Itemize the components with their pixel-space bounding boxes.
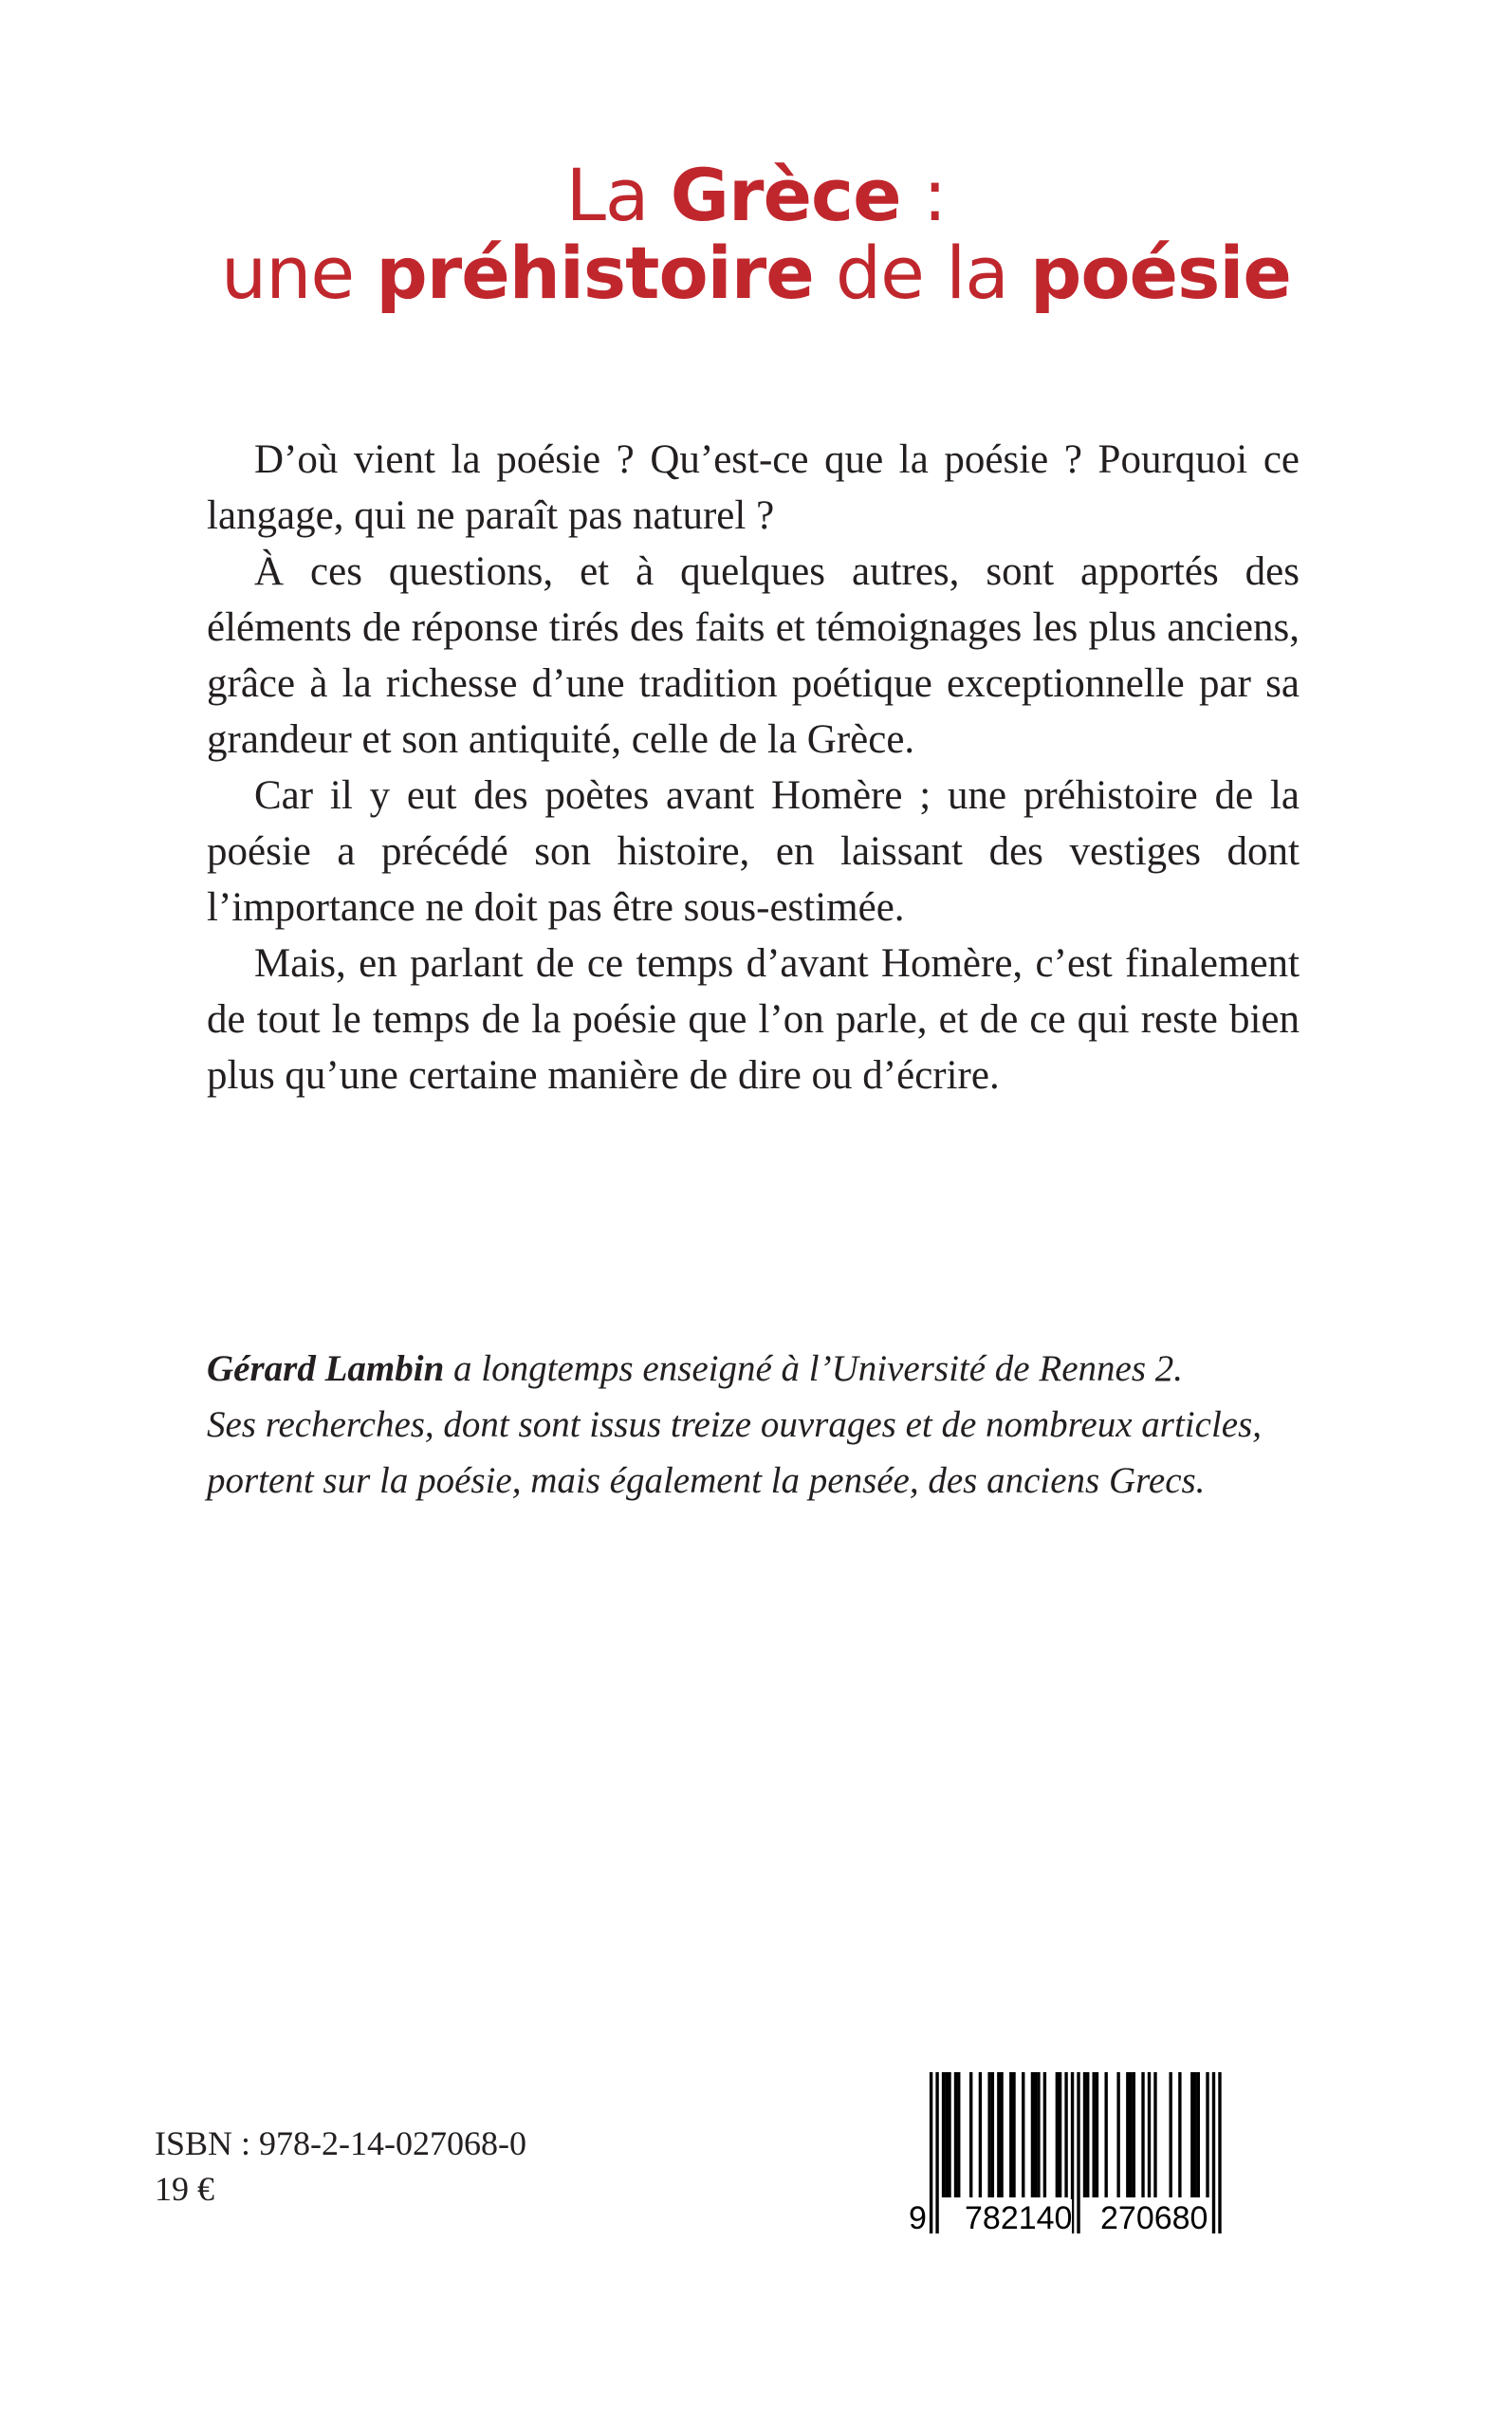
barcode-bar bbox=[1022, 2072, 1024, 2197]
title-word: : bbox=[900, 153, 947, 237]
barcode-bar bbox=[1148, 2072, 1151, 2197]
barcode-bar bbox=[942, 2072, 945, 2197]
barcode-guard-bar bbox=[935, 2072, 938, 2233]
barcode-bar bbox=[1197, 2072, 1200, 2197]
barcode-guard-bar bbox=[1212, 2072, 1215, 2233]
barcode-bar bbox=[954, 2072, 957, 2197]
title-word-poesie: poésie bbox=[1029, 231, 1291, 315]
barcode-bar bbox=[1104, 2072, 1107, 2197]
barcode-bar bbox=[987, 2072, 990, 2197]
bio-text: a longtemps enseigné à l’Université de Rennes 2. bbox=[444, 1348, 1183, 1389]
barcode-bar bbox=[1206, 2072, 1208, 2197]
barcode-bar bbox=[991, 2072, 994, 2197]
barcode-bar bbox=[1012, 2072, 1015, 2197]
barcode-bar bbox=[1043, 2072, 1046, 2197]
barcode-bar bbox=[969, 2072, 972, 2197]
barcode-right-digits: 270680 bbox=[1100, 2200, 1208, 2236]
blurb-paragraph: À ces questions, et à quelques autres, sont apportés des éléments de réponse tirés des faits et témoignages les plus anciens, grâce à la richesse d’une tradition poétique exceptionnelle par sa grandeur et son antiquité, celle de la Grèce. bbox=[207, 549, 1300, 762]
title-word: de la bbox=[813, 231, 1030, 315]
title-line-1 bbox=[0, 153, 1512, 237]
barcode-bar bbox=[957, 2072, 960, 2197]
isbn-block bbox=[155, 2121, 526, 2212]
barcode-bar bbox=[1126, 2072, 1129, 2197]
barcode-bar bbox=[1141, 2072, 1144, 2197]
barcode-bar bbox=[1031, 2072, 1034, 2197]
price: 19 € bbox=[155, 2170, 214, 2208]
barcode-bar bbox=[1178, 2072, 1181, 2197]
barcode-guard-bar bbox=[1077, 2072, 1079, 2233]
barcode-bar bbox=[1129, 2072, 1132, 2197]
title-line-2 bbox=[0, 231, 1512, 315]
blurb-paragraph: D’où vient la poésie ? Qu’est-ce que la poésie ? Pourquoi ce langage, qui ne paraît pas naturel ? bbox=[207, 437, 1300, 538]
bio-line bbox=[207, 1341, 1307, 1397]
barcode-bar bbox=[1133, 2072, 1135, 2197]
title-word-prehistoire: préhistoire bbox=[376, 231, 814, 315]
title-word-greece: Grèce bbox=[670, 153, 901, 237]
barcode-guard-bar bbox=[930, 2072, 932, 2233]
barcode-bar bbox=[1190, 2072, 1193, 2197]
barcode-bar bbox=[1064, 2072, 1067, 2197]
barcode-bar bbox=[948, 2072, 950, 2197]
barcode-bar bbox=[1086, 2072, 1089, 2197]
barcode-bar bbox=[1037, 2072, 1040, 2197]
blurb bbox=[207, 432, 1300, 1103]
barcode-first-digit: 9 bbox=[909, 2200, 927, 2236]
barcode-guard-bar bbox=[1218, 2072, 1221, 2233]
barcode-bar bbox=[997, 2072, 1000, 2197]
author-name: Gérard Lambin bbox=[207, 1348, 445, 1389]
title-word: une bbox=[221, 231, 377, 315]
barcode-bar bbox=[1116, 2072, 1119, 2197]
bio-line: Ses recherches, dont sont issus treize ouvrages et de nombreux articles, bbox=[207, 1404, 1263, 1445]
isbn-number: ISBN : 978-2-14-027068-0 bbox=[155, 2124, 526, 2162]
barcode-bar bbox=[1009, 2072, 1012, 2197]
barcode-bar bbox=[1169, 2072, 1171, 2197]
barcode-bar bbox=[1093, 2072, 1096, 2197]
barcode-bar bbox=[1000, 2072, 1003, 2197]
barcode-left-digits: 782140 bbox=[965, 2200, 1073, 2236]
barcode-bar bbox=[1059, 2072, 1061, 2197]
barcode-bar bbox=[1193, 2072, 1196, 2197]
blurb-paragraph: Mais, en parlant de ce temps d’avant Homère, c’est finalement de tout le temps de la poésie que l’on parle, et de ce qui reste bien plus qu’une certaine manière de dire ou d’écrire. bbox=[207, 941, 1300, 1098]
barcode-bar bbox=[979, 2072, 982, 2197]
bio-line: portent sur la poésie, mais également la pensée, des anciens Grecs. bbox=[207, 1460, 1206, 1501]
barcode-bar bbox=[1083, 2072, 1086, 2197]
blurb-paragraph: Car il y eut des poètes avant Homère ; une préhistoire de la poésie a précédé son histoire, en laissant des vestiges dont l’importance ne doit pas être sous-estimée. bbox=[207, 773, 1300, 930]
barcode-bar bbox=[1153, 2072, 1156, 2197]
barcode-bar bbox=[1096, 2072, 1098, 2197]
barcode-bar bbox=[1056, 2072, 1059, 2197]
title-word: La bbox=[565, 153, 671, 237]
author-bio bbox=[207, 1341, 1307, 1509]
barcode-bar bbox=[945, 2072, 948, 2197]
barcode-bar bbox=[1034, 2072, 1037, 2197]
